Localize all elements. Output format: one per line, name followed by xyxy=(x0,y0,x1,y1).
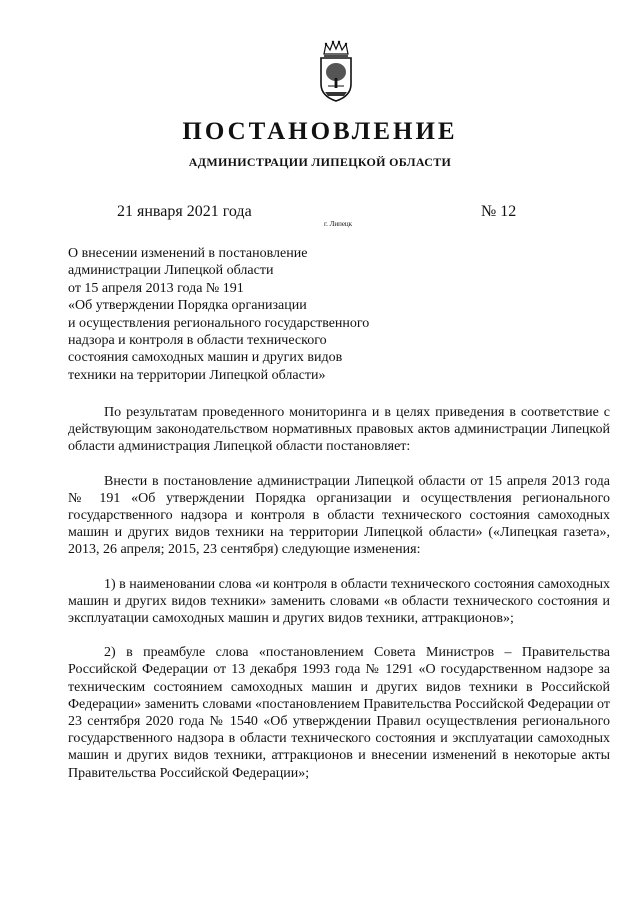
subject-line: надзора и контроля в области технического xyxy=(68,333,327,349)
subject-line: О внесении изменений в постановление xyxy=(68,246,308,261)
document-date: 21 января 2021 года xyxy=(117,203,252,220)
subject-line: техники на территории Липецкой области» xyxy=(68,367,326,383)
subject-line: состояния самоходных машин и других видов xyxy=(68,350,343,366)
subject-line: от 15 апреля 2013 года № 191 xyxy=(68,280,244,296)
coat-of-arms-icon xyxy=(316,40,356,104)
body-paragraph-resolution: Внести в постановление администрации Липецкой области от 15 апреля 2013 года № 191 «Об утверждении Порядка организации и осуществления регионального государственного надзора и контроля в области технического состояния самоходных машин и других видов техники на территории Липецкой области» («Липецкая газета», 2013, 26 апреля; 2015, 23 сентября) следующие изменения: xyxy=(68,473,610,558)
document-subject xyxy=(68,245,428,384)
subject-line: и осуществления регионального государственного xyxy=(68,315,370,331)
document-number: № 12 xyxy=(481,203,517,220)
body-paragraph-item-1: 1) в наименовании слова «и контроля в области технического состояния самоходных машин и других видов техники» заменить словами «в области технического состояния и эксплуатации самоходных машин и других видов техники, аттракционов»; xyxy=(68,576,610,627)
document-body xyxy=(68,404,610,799)
document-place: г. Липецк xyxy=(324,220,353,228)
subject-line: администрации Липецкой области xyxy=(68,263,274,279)
issuer-subtitle: АДМИНИСТРАЦИИ ЛИПЕЦКОЙ ОБЛАСТИ xyxy=(188,155,452,169)
body-paragraph-item-2: 2) в преамбуле слова «постановлением Совета Министров – Правительства Российской Федерации от 13 декабря 1993 года № 1291 «О государственном надзоре за техническим состоянием самоходных машин и других видов техники в Российской Федерации» заменить словами «постановлением Правительства Российской Федерации от 23 сентября 2020 года № 1540 «Об утверждении Правил осуществления регионального государственного надзора в области технического состояния и эксплуатации самоходных машин и других видов техники, аттракционов и внесении изменений в некоторые акты Правительства Российской Федерации»; xyxy=(68,645,610,781)
page-title: ПОСТАНОВЛЕНИЕ xyxy=(182,118,458,145)
subject-line: «Об утверждении Порядка организации xyxy=(68,298,307,314)
body-paragraph-preamble: По результатам проведенного мониторинга и в целях приведения в соответствие с действующим законодательством нормативных правовых актов администрации Липецкой области администрация Липецкой области постановляет: xyxy=(68,405,610,455)
